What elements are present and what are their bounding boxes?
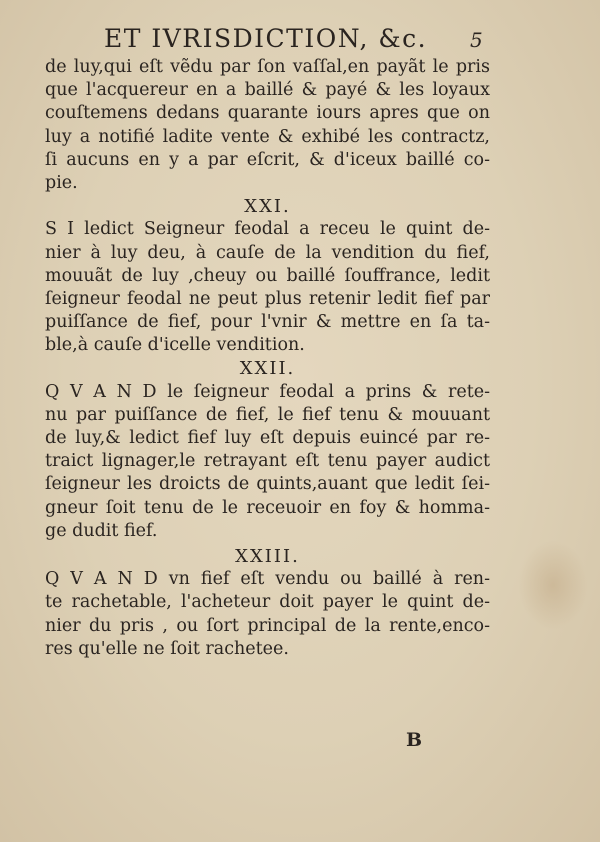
running-head-title: ET IVRISDICTION, &c. [104,24,428,53]
text-line: te rachetable, l'acheteur doit payer le quint de- [45,592,490,613]
text-line: ſi aucuns en y a par eſcrit, & d'iceux baillé co- [45,149,490,170]
text-line: de luy,qui eſt vẽdu par ſon vaſſal,en payãt le pris [45,57,490,77]
text-line: res qu'elle ne ſoit rachetee. [45,638,289,659]
article-heading-21: XXI. [244,196,291,218]
text-line: que l'acquereur en a baillé & payé & les loyaux [45,80,490,101]
signature-mark: B [406,729,423,751]
text-line: gneur ſoit tenu de le receuoir en foy & homma- [45,497,490,518]
text-line: ſeigneur feodal ne peut plus retenir ledit fief par [45,288,490,309]
paper-stain [518,540,588,630]
text-line: Q V A N D vn fief eſt vendu ou baillé à ren- [45,569,490,590]
paragraph-23 [45,568,490,661]
text-line: pie. [45,172,78,193]
article-heading-23: XXIII. [235,545,300,567]
text-line: mouuãt de luy ,cheuy ou baillé ſouffrance, ledit [45,265,490,286]
folio-number: 5 [470,28,483,52]
paragraph-intro [45,56,490,195]
paragraph-22 [45,381,490,543]
text-line: traict lignager,le retrayant eſt tenu payer audict [45,451,490,472]
page-text [45,56,490,661]
text-line: S I ledict Seigneur feodal a receu le quint de- [45,219,490,240]
text-line: ſeigneur les droicts de quints,auant que ledit ſei- [45,474,490,495]
text-line: nier à luy deu, à cauſe de la vendition du fief, [45,242,490,263]
text-line: puiſſance de fief, pour l'vnir & mettre en ſa ta- [45,312,490,333]
text-line: luy a notifié ladite vente & exhibé les contractz, [45,126,490,147]
text-line: Q V A N D le ſeigneur feodal a prins & rete- [45,381,490,402]
text-line: ble,à cauſe d'icelle vendition. [45,335,305,356]
text-line: de luy,& ledict fief luy eſt depuis euincé par re- [45,428,490,448]
text-line: couſtemens dedans quarante iours apres que on [45,103,490,124]
running-head [0,22,600,58]
text-line: ge dudit fief. [45,520,158,541]
text-line: nier du pris , ou ſort principal de la rente,enco- [45,615,490,636]
article-heading-22: XXII. [239,358,296,380]
text-line: nu par puiſſance de fief, le fief tenu & mouuant [45,404,490,425]
paragraph-21 [45,218,490,357]
